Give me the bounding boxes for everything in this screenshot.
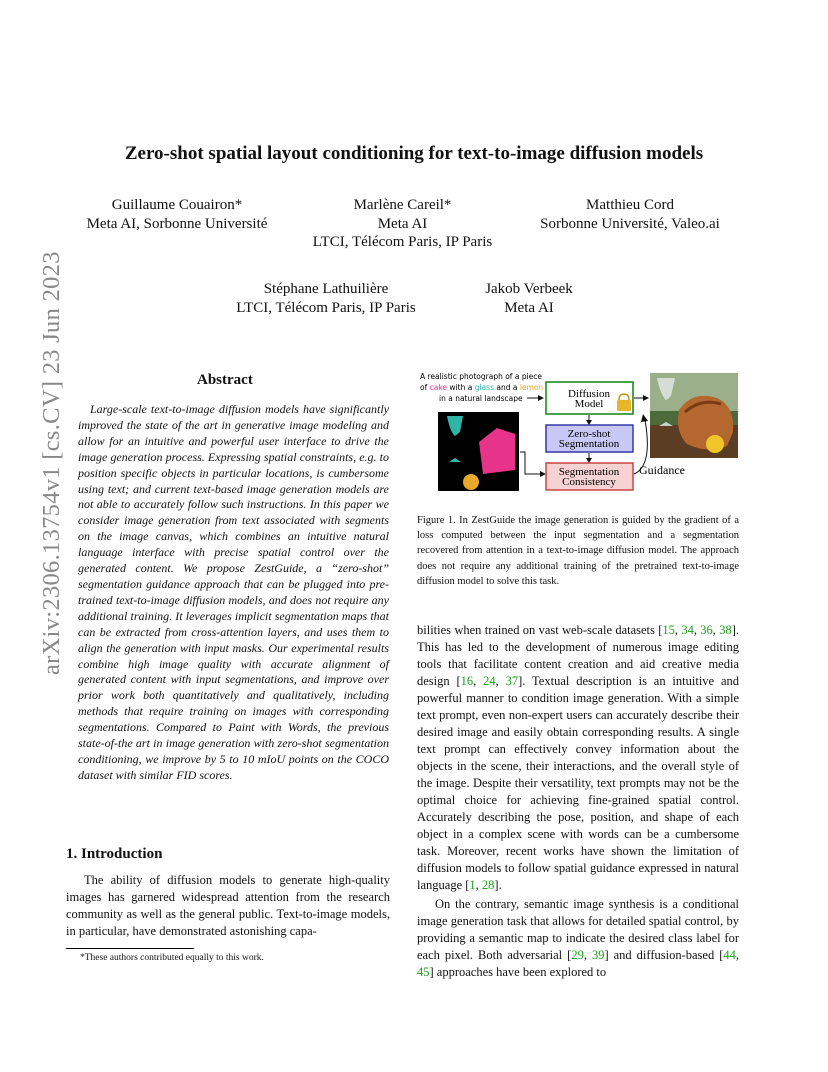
arrowhead — [643, 395, 649, 401]
citation-link[interactable]: 34 — [681, 623, 694, 637]
text-run: , — [674, 623, 682, 637]
text-run: , — [473, 674, 484, 688]
zero-shot-label: Zero-shot — [567, 428, 611, 440]
author-affiliation: Meta AI — [504, 299, 554, 316]
text-run: ]. Textual description is an intuitive and powerful manner to condition image generation. With a simple text prompt, even non-expert users can accurately describe their desired image and easily obtain corresponding results. A single text prompt can effectively convey information about the objects in the scene, their interactions, and the overall style of the image. Despite their versatility, text prompts may not be the optimal choice for achieving fine-grained spatial control. Accurately describing the pose, position, and shape of each object in a complex scene with words can be a cumbersome task. Moreover, recent works have shown the limitation of diffusion models to follow spatial guidance expressed in natural language [ — [417, 674, 739, 892]
right-column — [417, 622, 739, 981]
lemon-segment — [463, 474, 479, 490]
citation-link[interactable]: 29 — [571, 948, 584, 962]
arxiv-identifier: arXiv:2306.13754v1 [cs.CV] 23 Jun 2023 — [38, 251, 65, 675]
text-run: bilities when trained on vast web-scale datasets [ — [417, 623, 663, 637]
text-run: , — [735, 948, 740, 962]
prompt-text-line2 — [420, 383, 543, 392]
text-run: ] and diffusion-based [ — [604, 948, 724, 962]
arrowhead — [586, 420, 592, 425]
citation-link[interactable]: 24 — [483, 674, 496, 688]
prompt-glass: glass — [474, 383, 494, 392]
citation-link[interactable]: 1 — [469, 878, 476, 892]
arrowhead — [586, 458, 592, 463]
citation-link[interactable]: 36 — [700, 623, 713, 637]
author-affiliation: Meta AI, Sorbonne Université — [86, 215, 268, 232]
diffusion-model-label: Model — [574, 398, 604, 410]
author-block — [220, 280, 432, 317]
author-block — [300, 196, 505, 252]
abstract-body — [78, 402, 389, 784]
citation-link[interactable]: 28 — [481, 878, 495, 892]
citation-link[interactable]: 15 — [662, 623, 675, 637]
author-affiliation: Meta AI — [377, 215, 428, 232]
author-affiliation: LTCI, Télécom Paris, IP Paris — [236, 299, 416, 316]
intro-paragraph-cont — [417, 622, 739, 894]
author-block — [62, 196, 292, 233]
diffusion-model-label: Diffusion — [568, 388, 610, 400]
citation-link[interactable]: 44 — [723, 948, 736, 962]
arrowhead — [540, 471, 546, 477]
figure-diagram — [417, 370, 742, 495]
text-run: ]. This has led to the development of numerous image editing tools that facilitate content creation and aid creative media design [ — [417, 623, 740, 688]
prompt-with: with a — [447, 383, 475, 392]
prompt-and: and a — [493, 383, 520, 392]
paragraph-semantic-synthesis — [417, 896, 739, 981]
citation-link[interactable]: 39 — [591, 948, 605, 962]
citation-link[interactable]: 38 — [719, 623, 732, 637]
author-block — [460, 280, 598, 317]
figure-caption: Figure 1. In ZestGuide the image generation is guided by the gradient of a loss computed between the input segmentation and a segmentation recovered from attention in a text-to-image diffusion model. The approach does not require any additional training of the pretrained text-to-image diffusion model to solve this task. — [417, 515, 739, 587]
author-affiliation: Sorbonne Université, Valeo.ai — [540, 215, 720, 232]
footnote: *These authors contributed equally to this work. — [80, 953, 264, 963]
author-name: Marlène Careil* — [353, 197, 452, 213]
consistency-label: Segmentation — [558, 466, 620, 478]
footnote-rule — [66, 948, 194, 949]
generated-image — [650, 373, 738, 458]
text-run: , — [712, 623, 720, 637]
section-heading-introduction: 1. Introduction — [66, 846, 163, 862]
prompt-cake: cake — [429, 383, 448, 392]
author-name: Guillaume Couairon* — [111, 197, 243, 213]
prompt-text-line3: in a natural landscape — [439, 394, 523, 403]
text-run: , — [495, 674, 506, 688]
citation-link[interactable]: 37 — [505, 674, 519, 688]
text-run: ] approaches have been explored to — [429, 965, 607, 979]
guidance-label: Guidance — [639, 463, 685, 477]
text-run: , — [583, 948, 592, 962]
author-name: Jakob Verbeek — [485, 281, 573, 297]
author-affiliation: LTCI, Télécom Paris, IP Paris — [312, 234, 493, 250]
zero-shot-label: Segmentation — [558, 438, 620, 450]
author-name: Matthieu Cord — [586, 197, 674, 213]
arrowhead — [641, 414, 648, 422]
paper-title: Zero-shot spatial layout conditioning for text-to-image diffusion models — [124, 143, 704, 164]
citation-link[interactable]: 16 — [460, 674, 474, 688]
abstract-heading: Abstract — [197, 372, 253, 388]
consistency-label: Consistency — [562, 476, 616, 488]
arrowhead — [538, 395, 544, 401]
intro-paragraph: The ability of diffusion models to generate high-quality images has garnered widespread attention from the research community as well as the general public. Text-to-image models, in particular, have demonstrated astonishing capa- — [66, 873, 390, 938]
author-name: Stéphane Lathuilière — [263, 281, 389, 297]
prompt-text-line1: A realistic photograph of a piece — [420, 372, 543, 381]
text-run: On the contrary, semantic image synthesis is a conditional image generation task that allows for detailed spatial control, by providing a semantic map to indicate the desired class label for each pixel. Both adversarial [ — [417, 897, 739, 962]
prompt-lemon: lemon — [519, 383, 544, 392]
abstract-text: Large-scale text-to-image diffusion models have significantly improved the state of the art in generative image modeling and allow for an intuitive and powerful user interface to drive the image generation process. Expressing spatial constraints, e.g. to position specific objects in particular locations, is cumbersome using text; and current text-based image generation models are not able to accurately follow such instructions. In this paper we consider image generation from text associated with segments on the image canvas, which combines an intuitive natural language interface with precise spatial control over the generated content. We propose ZestGuide, a “zero-shot” segmentation guidance approach that can be plugged into pre-trained text-to-image diffusion models, and does not require any additional training. It leverages implicit segmentation maps that can be extracted from cross-attention layers, and uses them to align the generation with input masks. Our experimental results combine high image quality with accurate alignment of generated content with input segmentations, and improve over prior work both quantitatively and qualitatively, including methods that require training on images with corresponding segmentations. Compared to Paint with Words, the previous state-of-the art in image generation with zero-shot segmentation conditioning, we improve by 5 to 10 mIoU points on the COCO dataset with similar FID scores. — [78, 402, 389, 782]
prompt-of: of — [420, 383, 430, 392]
arrow-mask — [520, 452, 543, 474]
text-run: ]. — [494, 878, 502, 892]
author-block — [520, 196, 740, 233]
figure-1 — [417, 370, 742, 495]
text-run: , — [475, 878, 482, 892]
text-run: , — [693, 623, 701, 637]
citation-link[interactable]: 45 — [417, 965, 430, 979]
